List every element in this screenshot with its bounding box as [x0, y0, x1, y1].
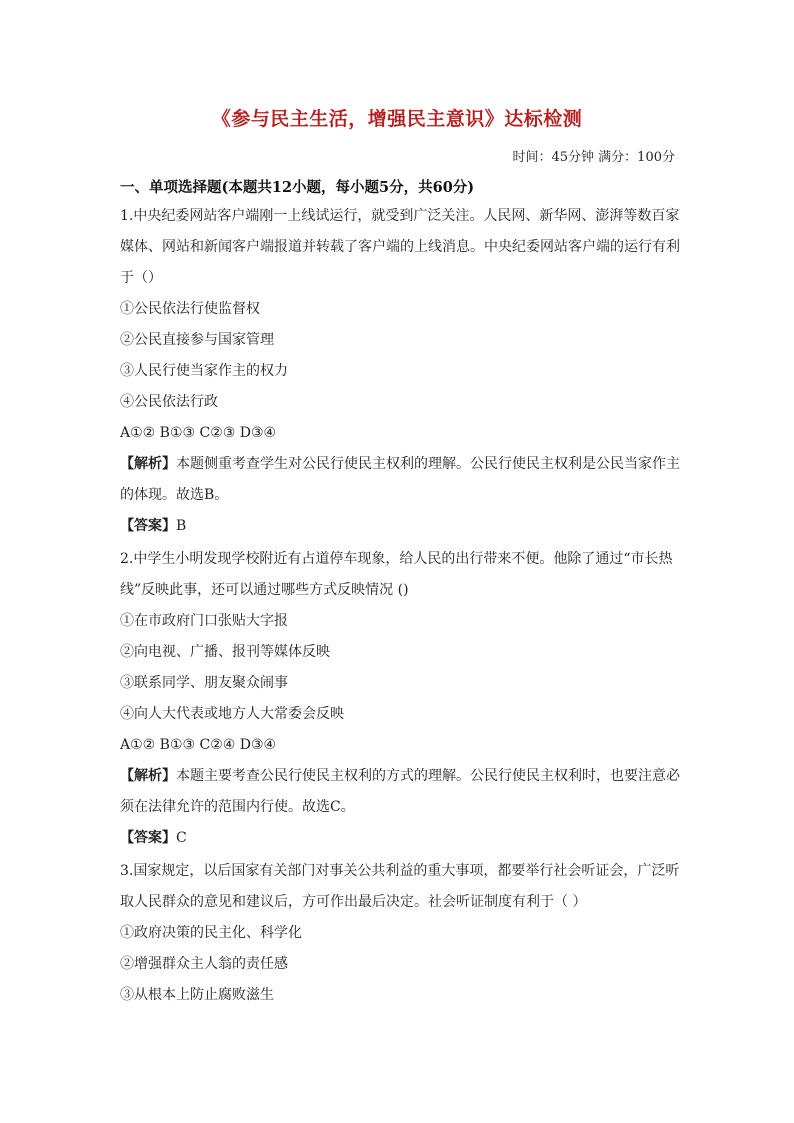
- q1-option-3: ③人民行使当家作主的权力: [120, 363, 288, 379]
- q2-analysis-text: 本题主要考查公民行使民主权利的方式的理解。公民行使民主权利时，也要注意必: [176, 768, 680, 784]
- document-title: 《参与民主生活，增强民主意识》达标检测: [211, 108, 583, 130]
- q1-answer-tag: 【答案】: [120, 518, 176, 534]
- q2-stem-line-1: 2.中学生小明发现学校附近有占道停车现象，给人民的出行带来不便。他除了通过“市长热: [120, 551, 673, 567]
- q3-stem-line-1: 3.国家规定，以后国家有关部门对事关公共利益的重大事项，都要举行社会听证会，广泛听: [120, 863, 680, 879]
- q1-analysis-text: 本题侧重考查学生对公民行使民主权利的理解。公民行使民主权利是公民当家作主: [176, 456, 680, 472]
- q1-analysis-tag: 【解析】: [120, 456, 176, 472]
- q2-analysis-line-2: 须在法律允许的范围内行使。故选C。: [120, 799, 355, 815]
- q1-choices: A①② B①③ C②③ D③④: [120, 425, 277, 441]
- q1-option-4: ④公民依法行政: [120, 394, 218, 410]
- q3-option-1: ①政府决策的民主化、科学化: [120, 925, 302, 941]
- q2-answer-value: C: [176, 830, 187, 846]
- q1-stem-line-3: 于（）: [120, 270, 162, 286]
- q1-option-1: ①公民依法行使监督权: [120, 301, 260, 317]
- q1-analysis-line-2: 的体现。故选B。: [120, 487, 229, 503]
- q1-answer-value: B: [176, 518, 187, 534]
- q2-option-4: ④向人大代表或地方人大常委会反映: [120, 706, 344, 722]
- q1-stem-line-1: 1.中央纪委网站客户端刚一上线试运行，就受到广泛关注。人民网、新华网、澎湃等数百家: [120, 208, 680, 224]
- q2-answer-tag: 【答案】: [120, 830, 176, 846]
- q3-option-2: ②增强群众主人翁的责任感: [120, 956, 288, 972]
- section-heading: 一、单项选择题(本题共12小题，每小题5分，共60分): [120, 179, 475, 196]
- q3-stem-line-2: 取人民群众的意见和建议后，方可作出最后决定。社会听证制度有利于（ ）: [120, 894, 587, 910]
- q2-option-2: ②向电视、广播、报刊等媒体反映: [120, 644, 330, 660]
- q2-option-1: ①在市政府门口张贴大字报: [120, 613, 288, 629]
- q1-option-2: ②公民直接参与国家管理: [120, 332, 274, 348]
- q2-option-3: ③联系同学、朋友聚众闹事: [120, 675, 288, 691]
- q1-analysis-line-1: [120, 454, 680, 474]
- q2-stem-line-2: 线”反映此事，还可以通过哪些方式反映情况 (): [120, 582, 409, 598]
- q2-answer: [120, 828, 680, 848]
- q2-analysis-tag: 【解析】: [120, 768, 176, 784]
- q2-analysis-line-1: [120, 766, 680, 786]
- exam-meta: 时间：45分钟 满分：100分: [512, 150, 675, 165]
- q1-stem-line-2: 媒体、网站和新闻客户端报道并转载了客户端的上线消息。中央纪委网站客户端的运行有利: [120, 239, 680, 255]
- q3-option-3: ③从根本上防止腐败滋生: [120, 987, 274, 1003]
- q1-answer: [120, 516, 680, 536]
- q2-choices: A①② B①③ C②④ D③④: [120, 737, 277, 753]
